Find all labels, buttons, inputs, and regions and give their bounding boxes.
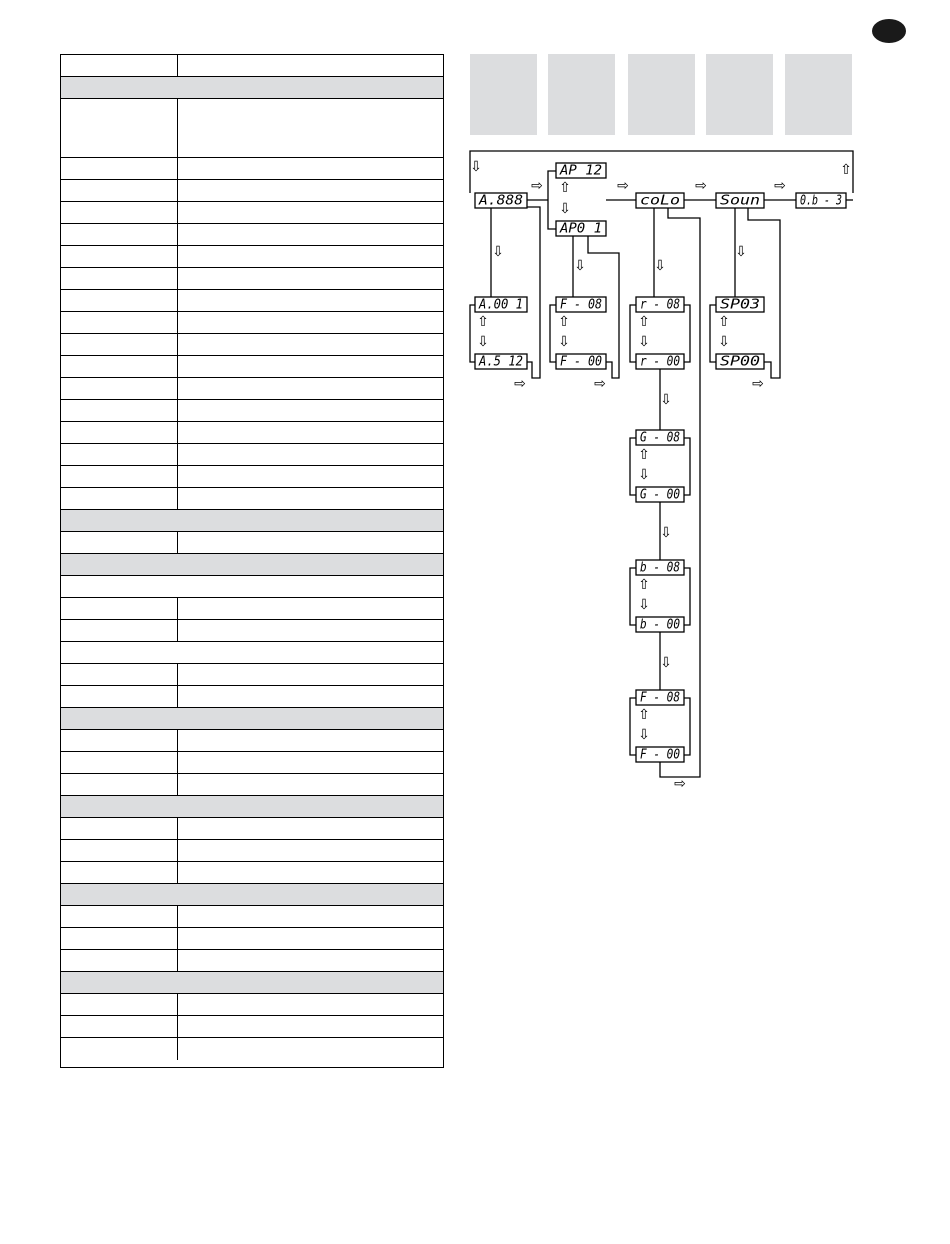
menu-sound-display [716,193,764,209]
segment-display-text: SP00 [720,354,761,370]
arrow-down-icon: ⇩ [660,525,672,541]
address-low-display [475,354,527,370]
menu-blackout-display [796,193,846,209]
connector-line [630,698,636,755]
segment-display-text: F - 00 [560,354,603,370]
arrow-down-icon: ⇩ [718,334,730,350]
segment-display-text: r - 08 [640,297,681,313]
menu-address-display [475,193,527,209]
arrow-up-icon: ⇧ [558,314,570,330]
arrow-down-icon: ⇩ [558,334,570,350]
connector-line [710,305,716,362]
color-fade-high-display [636,690,684,706]
arrow-up-icon: ⇧ [638,314,650,330]
arrow-right-icon: ⇨ [531,178,543,194]
color-red-low-display [636,354,684,370]
arrow-right-icon: ⇨ [774,178,786,194]
connector-line [684,568,690,625]
arrow-down-icon: ⇩ [574,258,586,274]
color-blue-low-display [636,617,684,633]
control-panel-box [470,54,537,135]
arrow-down-icon: ⇩ [660,655,672,671]
arrow-right-icon: ⇨ [617,178,629,194]
segment-display-text: G - 00 [640,487,681,503]
arrow-right-icon: ⇨ [514,376,526,392]
arrow-down-icon: ⇩ [477,334,489,350]
arrow-down-icon: ⇩ [638,597,650,613]
menu-color-display [636,193,684,209]
arrow-right-icon: ⇨ [752,376,764,392]
connector-line [550,305,556,362]
connector-line [748,208,780,378]
connector-line [630,568,636,625]
arrow-up-icon: ⇧ [718,314,730,330]
sound-low-display [716,354,764,370]
segment-display-text: coLo [640,193,681,209]
arrow-down-icon: ⇩ [660,392,672,408]
connector-line [684,305,690,362]
arrow-down-icon: ⇩ [638,467,650,483]
connector-line [470,305,475,362]
segment-display-text: A.888 [477,193,524,209]
arrow-right-icon: ⇨ [674,776,686,792]
control-panel-box [628,54,695,135]
arrow-down-icon: ⇩ [559,201,571,217]
arrow-up-icon: ⇧ [638,577,650,593]
segment-display-text: F - 00 [640,747,681,763]
control-panel-box [706,54,773,135]
sound-high-display [716,297,764,313]
arrow-up-icon: ⇧ [559,180,571,196]
segment-display-text: 0.b - 3 [800,193,842,209]
segment-display-text: SP03 [720,297,760,313]
arrow-down-icon: ⇩ [492,244,504,260]
connector-line [684,698,690,755]
arrow-up-icon: ⇧ [638,447,650,463]
segment-display-text: b - 00 [640,617,681,633]
control-panel-box [548,54,615,135]
connector-line [527,207,540,378]
color-fade-low-display [636,747,684,763]
color-red-high-display [636,297,684,313]
segment-display-text: F - 08 [640,690,681,706]
segment-display-text: b - 08 [640,560,681,576]
connector-line [630,438,636,495]
arrow-up-icon: ⇧ [477,314,489,330]
program-low-display [556,221,606,237]
arrow-up-icon: ⇧ [840,162,852,178]
address-high-display [475,297,527,313]
arrow-down-icon: ⇩ [638,334,650,350]
segment-display-text: F - 08 [560,297,603,313]
arrow-down-icon: ⇩ [470,159,482,175]
arrow-down-icon: ⇩ [735,244,747,260]
connector-line [470,151,853,193]
segment-display-text: Soun [720,193,760,209]
color-blue-high-display [636,560,684,576]
arrow-down-icon: ⇩ [654,258,666,274]
segment-display-text: r - 00 [640,354,681,370]
segment-display-text: A.5 12 [478,354,524,370]
segment-display-text: A.00 1 [478,297,523,313]
program-fade-low-display [556,354,606,370]
arrow-down-icon: ⇩ [638,727,650,743]
segment-display-text: AP 12 [558,163,603,179]
connector-line [630,305,636,362]
segment-display-text: G - 08 [640,430,681,446]
segment-display-text: AP0 1 [558,221,602,237]
connector-line [684,438,690,495]
program-fade-high-display [556,297,606,313]
arrow-up-icon: ⇧ [638,707,650,723]
menu-program-display [556,163,606,179]
arrow-right-icon: ⇨ [695,178,707,194]
connector-line [548,171,556,229]
color-green-high-display [636,430,684,446]
control-panel-box [785,54,852,135]
color-green-low-display [636,487,684,503]
arrow-right-icon: ⇨ [594,376,606,392]
